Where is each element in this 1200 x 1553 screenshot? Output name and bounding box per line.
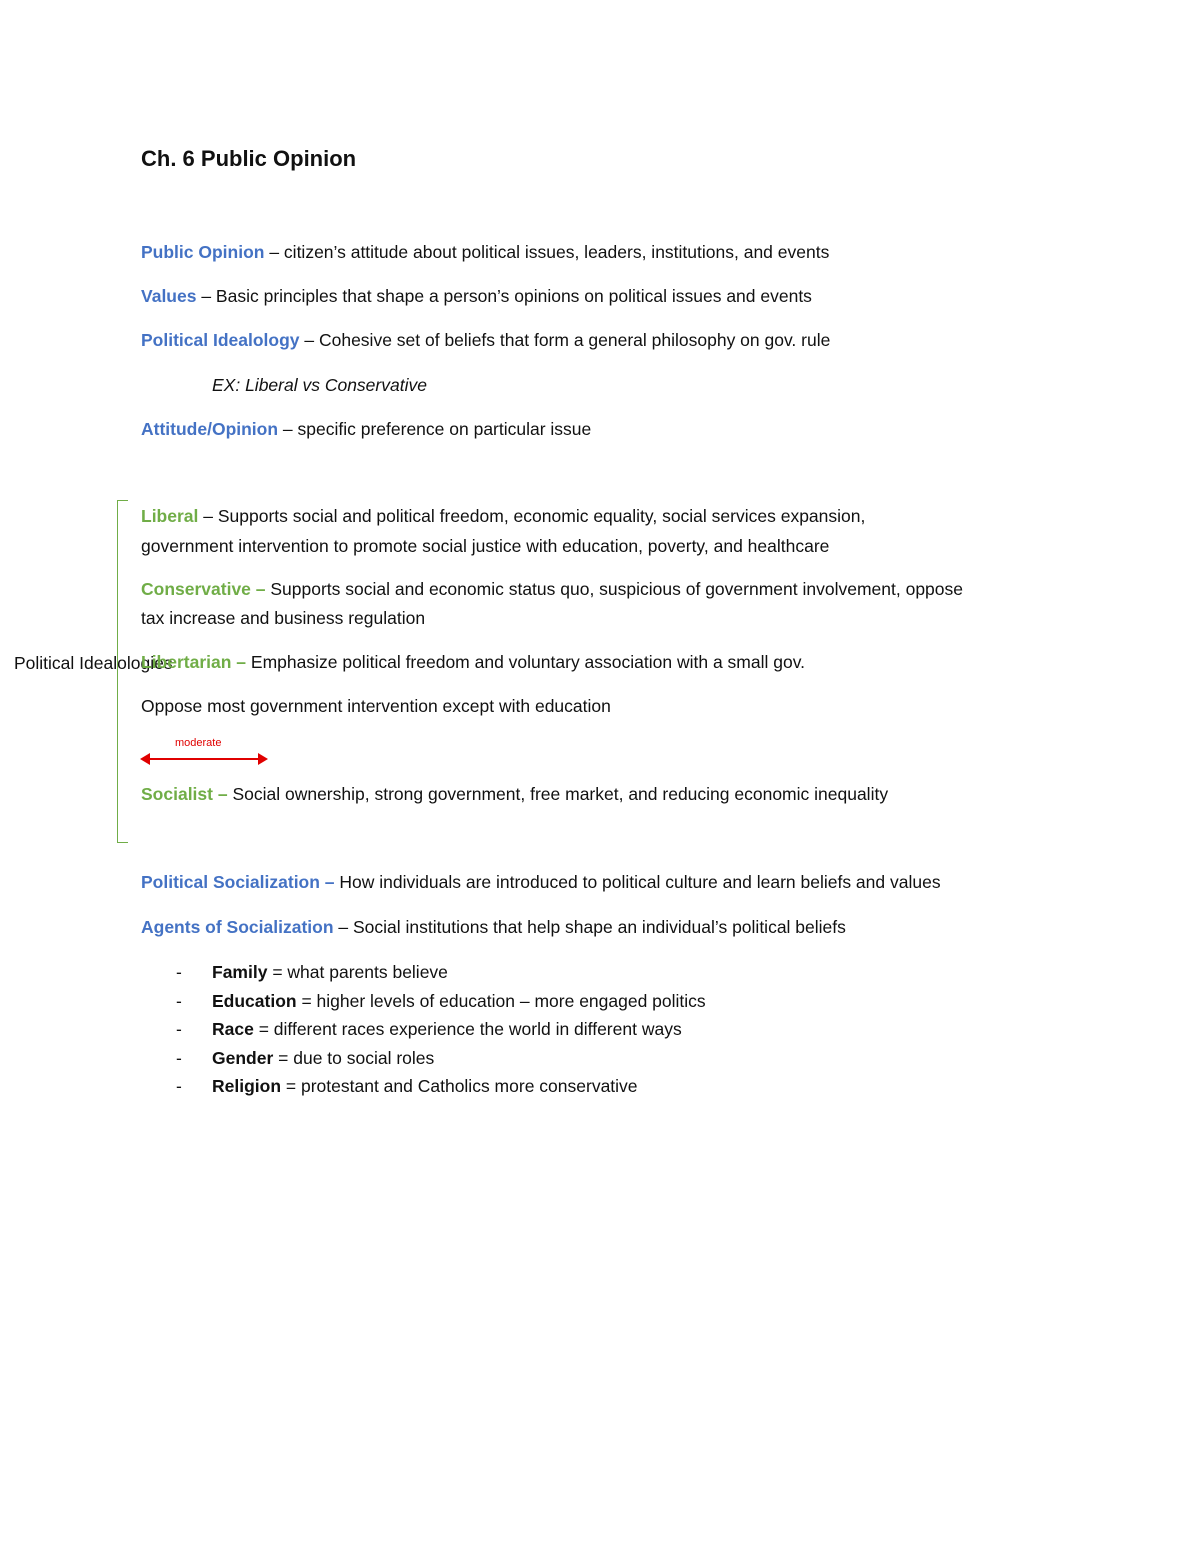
ideologies-side-label: Political Idealologies <box>14 653 173 673</box>
ideology-libertarian-cont: Oppose most government intervention except with education <box>141 696 611 716</box>
ideology-socialist <box>141 782 888 806</box>
list-item <box>176 958 706 987</box>
list-item <box>176 1072 706 1101</box>
ideology-text: Social ownership, strong government, free market, and reducing economic inequality <box>227 784 889 804</box>
list-item <box>176 1015 706 1044</box>
agent-name: Race <box>212 1019 254 1039</box>
agent-text: = protestant and Catholics more conservative <box>281 1076 638 1096</box>
term: Public Opinion <box>141 242 265 262</box>
list-item <box>176 1044 706 1073</box>
definition-text: – citizen’s attitude about political issues, leaders, institutions, and events <box>264 242 830 262</box>
ideology-libertarian <box>141 650 805 674</box>
definition-attitude-opinion <box>141 417 591 441</box>
list-dash: - <box>176 1076 182 1096</box>
page-title: Ch. 6 Public Opinion <box>141 146 357 171</box>
definition-text: – Cohesive set of beliefs that form a general philosophy on gov. rule <box>299 330 831 350</box>
term: Political Idealology <box>141 330 300 350</box>
moderate-double-arrow <box>140 752 268 766</box>
ideology-conservative <box>141 577 963 601</box>
list-dash: - <box>176 1019 182 1039</box>
ideology-liberal-cont: government intervention to promote social justice with education, poverty, and healthcare <box>141 536 830 556</box>
agent-name: Education <box>212 990 297 1011</box>
definition-public-opinion <box>141 240 829 264</box>
term: Liberal <box>141 506 199 526</box>
list-item <box>176 987 706 1016</box>
definition-text: – Social institutions that help shape an individual’s political beliefs <box>333 917 846 937</box>
list-dash: - <box>176 1047 182 1068</box>
moderate-label: moderate <box>175 737 222 749</box>
list-dash: - <box>176 990 182 1011</box>
agent-name: Religion <box>212 1076 282 1096</box>
agent-name: Family <box>212 962 268 982</box>
example-line: EX: Liberal vs Conservative <box>212 375 427 395</box>
agent-text: = higher levels of education – more engaged politics <box>296 990 706 1011</box>
term: Values <box>141 286 197 306</box>
term: Political Socialization – <box>141 872 335 892</box>
definition-text: – specific preference on particular issue <box>278 419 592 439</box>
agents-list <box>176 958 706 1101</box>
term: Attitude/Opinion <box>141 419 279 439</box>
ideology-liberal <box>141 504 865 528</box>
ideology-text: – Supports social and political freedom, economic equality, social services expansion, <box>198 506 866 526</box>
definition-values <box>141 284 812 308</box>
ideology-conservative-cont: tax increase and business regulation <box>141 608 426 628</box>
ideology-text: Emphasize political freedom and voluntary association with a small gov. <box>246 652 806 672</box>
ideology-text: Supports social and economic status quo, suspicious of government involvement, oppose <box>265 579 963 599</box>
agent-text: = due to social roles <box>273 1047 435 1068</box>
definition-text: How individuals are introduced to political culture and learn beliefs and values <box>334 872 941 892</box>
definition-text: – Basic principles that shape a person’s opinions on political issues and events <box>196 286 812 306</box>
definition-agents-of-socialization <box>141 915 846 939</box>
definition-political-idealology <box>141 328 830 352</box>
term: Agents of Socialization <box>141 917 334 937</box>
list-dash: - <box>176 962 182 982</box>
agent-name: Gender <box>212 1047 274 1068</box>
agent-text: = different races experience the world in different ways <box>253 1019 682 1039</box>
definition-political-socialization <box>141 870 941 894</box>
term: Libertarian – <box>141 652 247 672</box>
term: Conservative – <box>141 579 266 599</box>
agent-text: = what parents believe <box>267 962 448 982</box>
term: Socialist – <box>141 784 228 804</box>
